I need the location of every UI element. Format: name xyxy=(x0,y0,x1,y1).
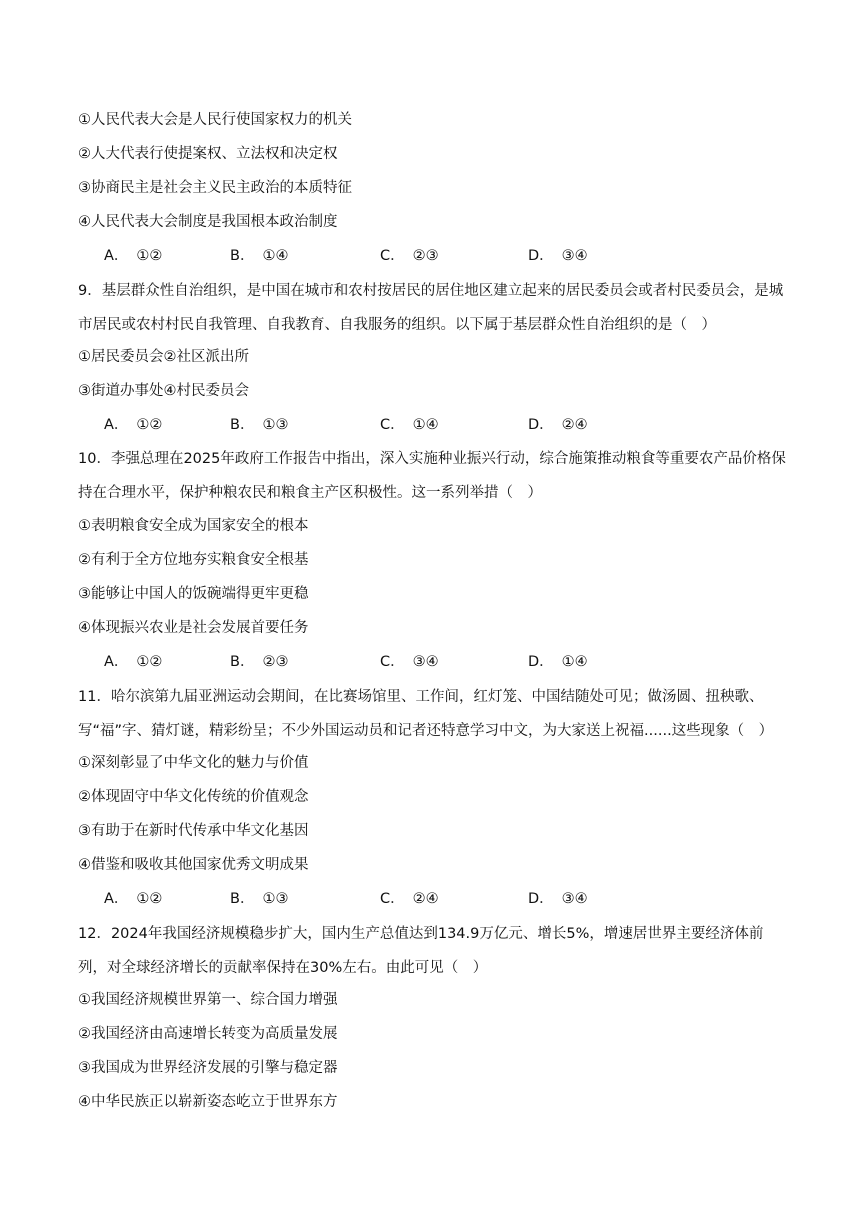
q10-option-3: ③能够让中国人的饭碗端得更牢更稳 xyxy=(78,586,309,602)
q8-option-1: ①人民代表大会是人民行使国家权力的机关 xyxy=(78,112,352,128)
q10-option-2: ②有利于全方位地夯实粮食安全根基 xyxy=(78,552,309,568)
q8-choice-b[interactable]: B． ①④ xyxy=(230,248,289,264)
q12-stem: 12．2024年我国经济规模稳步扩大，国内生产总值达到134.9万亿元、增长5%，增速居世界主要经济体前列，对全球经济增长的贡献率保持在30%左右。由此可见（ ） xyxy=(78,926,764,976)
q12-option-2: ②我国经济由高速增长转变为高质量发展 xyxy=(78,1026,338,1042)
q11-choice-c[interactable]: C． ②④ xyxy=(380,891,439,907)
q11-choices xyxy=(104,888,664,910)
q8-option-2: ②人大代表行使提案权、立法权和决定权 xyxy=(78,146,338,162)
q8-option-4: ④人民代表大会制度是我国根本政治制度 xyxy=(78,214,338,230)
q9-stem: 9．基层群众性自治组织，是中国在城市和农村按居民的居住地区建立起来的居民委员会或者村民委员会，是城市居民或农村村民自我管理、自我教育、自我服务的组织。以下属于基层群众性自治组织的是（ ） xyxy=(78,283,784,333)
q10-choices xyxy=(104,651,664,673)
q8-choice-a[interactable]: A． ①② xyxy=(104,248,163,264)
q8-choices xyxy=(104,245,664,267)
q11-choice-b[interactable]: B． ①③ xyxy=(230,891,289,907)
q9-option-2: ③街道办事处④村民委员会 xyxy=(78,383,249,399)
q10-choice-b[interactable]: B． ②③ xyxy=(230,654,289,670)
q10-choice-c[interactable]: C． ③④ xyxy=(380,654,439,670)
q11-choice-a[interactable]: A． ①② xyxy=(104,891,163,907)
q9-choice-a[interactable]: A． ①② xyxy=(104,417,163,433)
q10-stem: 10．李强总理在2025年政府工作报告中指出，深入实施种业振兴行动，综合施策推动粮食等重要农产品价格保持在合理水平，保护种粮农民和粮食主产区积极性。这一系列举措（ ） xyxy=(78,451,786,501)
q8-option-3: ③协商民主是社会主义民主政治的本质特征 xyxy=(78,180,352,196)
q10-option-4: ④体现振兴农业是社会发展首要任务 xyxy=(78,620,309,636)
q11-option-3: ③有助于在新时代传承中华文化基因 xyxy=(78,823,309,839)
q10-choice-a[interactable]: A． ①② xyxy=(104,654,163,670)
q11-choice-d[interactable]: D． ③④ xyxy=(528,891,588,907)
q11-option-1: ①深刻彰显了中华文化的魅力与价值 xyxy=(78,755,309,771)
q8-choice-d[interactable]: D． ③④ xyxy=(528,248,588,264)
q8-choice-c[interactable]: C． ②③ xyxy=(380,248,439,264)
q11-stem: 11．哈尔滨第九届亚洲运动会期间，在比赛场馆里、工作间，红灯笼、中国结随处可见；做汤圆、扭秧歌、写“福”字、猜灯谜，精彩纷呈；不少外国运动员和记者还特意学习中文，为大家送上祝福......这些现象（ ） xyxy=(78,689,774,739)
q9-choice-b[interactable]: B． ①③ xyxy=(230,417,289,433)
q12-option-3: ③我国成为世界经济发展的引擎与稳定器 xyxy=(78,1060,338,1076)
q10-choice-d[interactable]: D． ①④ xyxy=(528,654,588,670)
q12-option-4: ④中华民族正以崭新姿态屹立于世界东方 xyxy=(78,1094,338,1110)
q9-option-1: ①居民委员会②社区派出所 xyxy=(78,349,249,365)
q9-choice-c[interactable]: C． ①④ xyxy=(380,417,439,433)
q12-option-1: ①我国经济规模世界第一、综合国力增强 xyxy=(78,992,338,1008)
q9-choice-d[interactable]: D． ②④ xyxy=(528,417,588,433)
q11-option-4: ④借鉴和吸收其他国家优秀文明成果 xyxy=(78,857,309,873)
q11-option-2: ②体现固守中华文化传统的价值观念 xyxy=(78,789,309,805)
q9-choices xyxy=(104,414,664,436)
q10-option-1: ①表明粮食安全成为国家安全的根本 xyxy=(78,518,309,534)
